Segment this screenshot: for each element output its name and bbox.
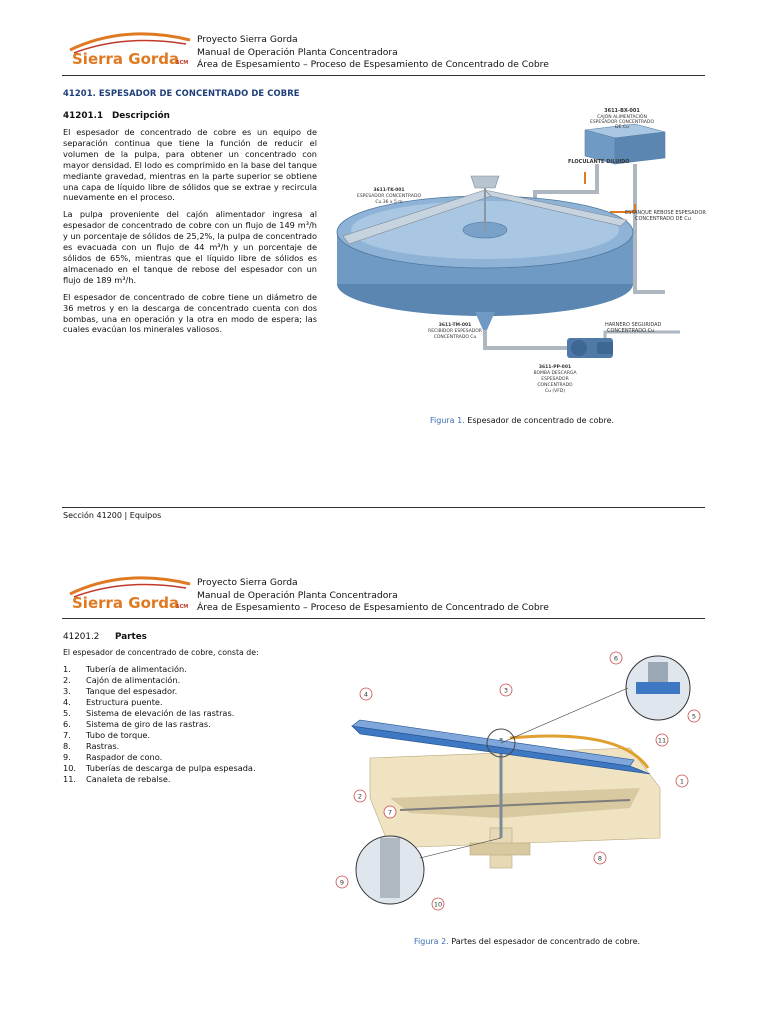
- callout-number: 2: [357, 792, 363, 801]
- subsection-heading: [63, 632, 147, 642]
- logo-text: Sierra Gorda: [72, 50, 180, 68]
- subsection-label: Descripción: [112, 111, 170, 121]
- paragraph: La pulpa proveniente del cajón alimentador ingresa al espesador de concentrado de cobre con un flujo de 149 m³/h y un porcentaje de sólidos de 25,2%, la pulpa de concentrado es evacuada con un flujo de 44 m³/h y un porcentaje de sólidos de 65%, mientras que el líquido libre de sólidos es almacenado en el tanque de rebose del espesador con un flujo de 189 m³/h.: [63, 209, 317, 285]
- subsection-number: 41201.1: [63, 111, 104, 121]
- callout-number: 8: [597, 854, 603, 863]
- svg-text:Cu 36 x 5 m: Cu 36 x 5 m: [375, 200, 403, 205]
- parts-intro: El espesador de concentrado de cobre, consta de:: [63, 648, 259, 657]
- parts-list: [63, 664, 256, 786]
- callout-number: 3: [503, 686, 509, 695]
- figure2-caption: [414, 937, 640, 946]
- header-area: Área de Espesamiento – Proceso de Espesamiento de Concentrado de Cobre: [197, 59, 549, 70]
- figure1-caption-text: Espesador de concentrado de cobre.: [464, 416, 615, 425]
- svg-text:RECIBIDOR ESPESADOR: RECIBIDOR ESPESADOR: [428, 329, 482, 334]
- paragraph: El espesador de concentrado de cobre tiene un diámetro de 36 metros y en la descarga de concentrado cuenta con dos bombas, una en operación y la otra en modo de espera; las cuales evacúan los minerales valiosos.: [63, 291, 317, 335]
- company-logo: [64, 30, 194, 70]
- figure1-caption: [430, 416, 614, 425]
- subsection-label: Partes: [115, 632, 147, 642]
- svg-text:3611-BX-001: 3611-BX-001: [604, 108, 640, 114]
- figure2-caption-label: Figura 2.: [414, 937, 449, 946]
- list-item: 1. Tubería de alimentación.: [63, 664, 187, 674]
- list-item: 8. Rastras.: [63, 741, 120, 752]
- header-text: [197, 34, 549, 72]
- svg-text:CONCENTRADO Cu: CONCENTRADO Cu: [607, 328, 655, 334]
- description-text: [63, 127, 317, 341]
- header-text: [197, 577, 549, 615]
- header-project: Proyecto Sierra Gorda: [197, 34, 298, 45]
- svg-text:ESTANQUE REBOSE ESPESADOR: ESTANQUE REBOSE ESPESADOR: [625, 210, 706, 216]
- header-manual: Manual de Operación Planta Concentradora: [197, 46, 398, 58]
- callout-number: 10: [433, 900, 443, 909]
- svg-text:CONCENTRADO Cu: CONCENTRADO Cu: [433, 335, 477, 340]
- callout-number: 9: [339, 878, 345, 887]
- svg-text:3611-PP-001: 3611-PP-001: [538, 365, 572, 370]
- list-item: 5. Sistema de elevación de las rastras.: [63, 708, 235, 719]
- subsection-heading: [63, 111, 170, 121]
- header-area: Área de Espesamiento – Proceso de Espesamiento de Concentrado de Cobre: [197, 602, 549, 613]
- list-item: 3. Tanque del espesador.: [63, 686, 178, 697]
- svg-text:3611-TM-001: 3611-TM-001: [438, 323, 472, 328]
- logo-suffix: SCM: [176, 604, 189, 610]
- svg-text:CONCENTRADO DE Cu: CONCENTRADO DE Cu: [635, 216, 691, 222]
- section-title: 41201. ESPESADOR DE CONCENTRADO DE COBRE: [63, 88, 300, 98]
- subsection-number: 41201.2: [63, 632, 100, 642]
- list-item: 9. Raspador de cono.: [63, 752, 163, 763]
- figure2-caption-text: Partes del espesador de concentrado de cobre.: [448, 937, 641, 946]
- svg-text:3611-TK-001: 3611-TK-001: [373, 188, 405, 193]
- svg-text:ESPESADOR CONCENTRADO: ESPESADOR CONCENTRADO: [356, 194, 422, 199]
- company-logo: [64, 574, 194, 614]
- header-project: Proyecto Sierra Gorda: [197, 577, 298, 588]
- svg-text:ESPESADOR CONCENTRADO: ESPESADOR CONCENTRADO: [589, 120, 655, 125]
- page-footer: Sección 41200 | Equipos: [63, 511, 162, 520]
- paragraph: El espesador de concentrado de cobre es un equipo de separación continua que tiene la función de reducir el volumen de la pulpa, para obtener un concentrado con mayor densidad. El lodo es comprimido en la base del tanque mediante gravedad, mientras en la parte superior se obtiene una capa de líquido libre de sólidos que se extrae y recircula nuevamente en el proceso.: [63, 127, 317, 203]
- callout-number: 4: [363, 690, 369, 699]
- svg-text:ESPESADOR: ESPESADOR: [541, 377, 569, 382]
- list-item: 4. Estructura puente.: [63, 697, 163, 708]
- feed-box-illustration: [585, 124, 665, 164]
- callout-number: 7: [387, 808, 393, 817]
- svg-text:BOMBA DESCARGA: BOMBA DESCARGA: [533, 371, 577, 376]
- list-item: 6. Sistema de giro de las rastras.: [63, 719, 211, 730]
- figure1-caption-label: Figura 1.: [430, 416, 465, 425]
- drive-inset-illustration: [501, 656, 690, 743]
- thickener-parts-figure: [330, 648, 710, 910]
- logo-text: Sierra Gorda: [72, 594, 180, 612]
- callout-number: 5: [691, 712, 697, 721]
- svg-text:HARNERO SEGURIDAD: HARNERO SEGURIDAD: [605, 322, 662, 328]
- pump-illustration: [567, 338, 613, 358]
- header-rule: [62, 618, 705, 619]
- callout-number: 11: [657, 736, 667, 745]
- thickener-figure: [335, 108, 706, 408]
- svg-text:DE Cu: DE Cu: [615, 125, 629, 130]
- header-manual: Manual de Operación Planta Concentradora: [197, 589, 398, 601]
- svg-text:Cu (VFD): Cu (VFD): [544, 389, 566, 394]
- list-item: 10. Tuberías de descarga de pulpa espesada.: [63, 763, 256, 774]
- svg-text:CONCENTRADO: CONCENTRADO: [537, 383, 573, 388]
- svg-text:FLOCULANTE DILUIDO: FLOCULANTE DILUIDO: [568, 159, 630, 165]
- header-rule: [62, 75, 705, 76]
- footer-rule: [62, 507, 705, 508]
- list-item: 7. Tubo de torque.: [63, 730, 151, 741]
- callout-number: 1: [679, 777, 685, 786]
- callout-number: 6: [613, 654, 619, 663]
- list-item: 11. Canaleta de rebalse.: [63, 774, 171, 785]
- logo-suffix: SCM: [176, 60, 189, 66]
- list-item: 2. Cajón de alimentación.: [63, 675, 181, 686]
- svg-text:CAJÓN ALIMENTACIÓN: CAJÓN ALIMENTACIÓN: [597, 115, 647, 120]
